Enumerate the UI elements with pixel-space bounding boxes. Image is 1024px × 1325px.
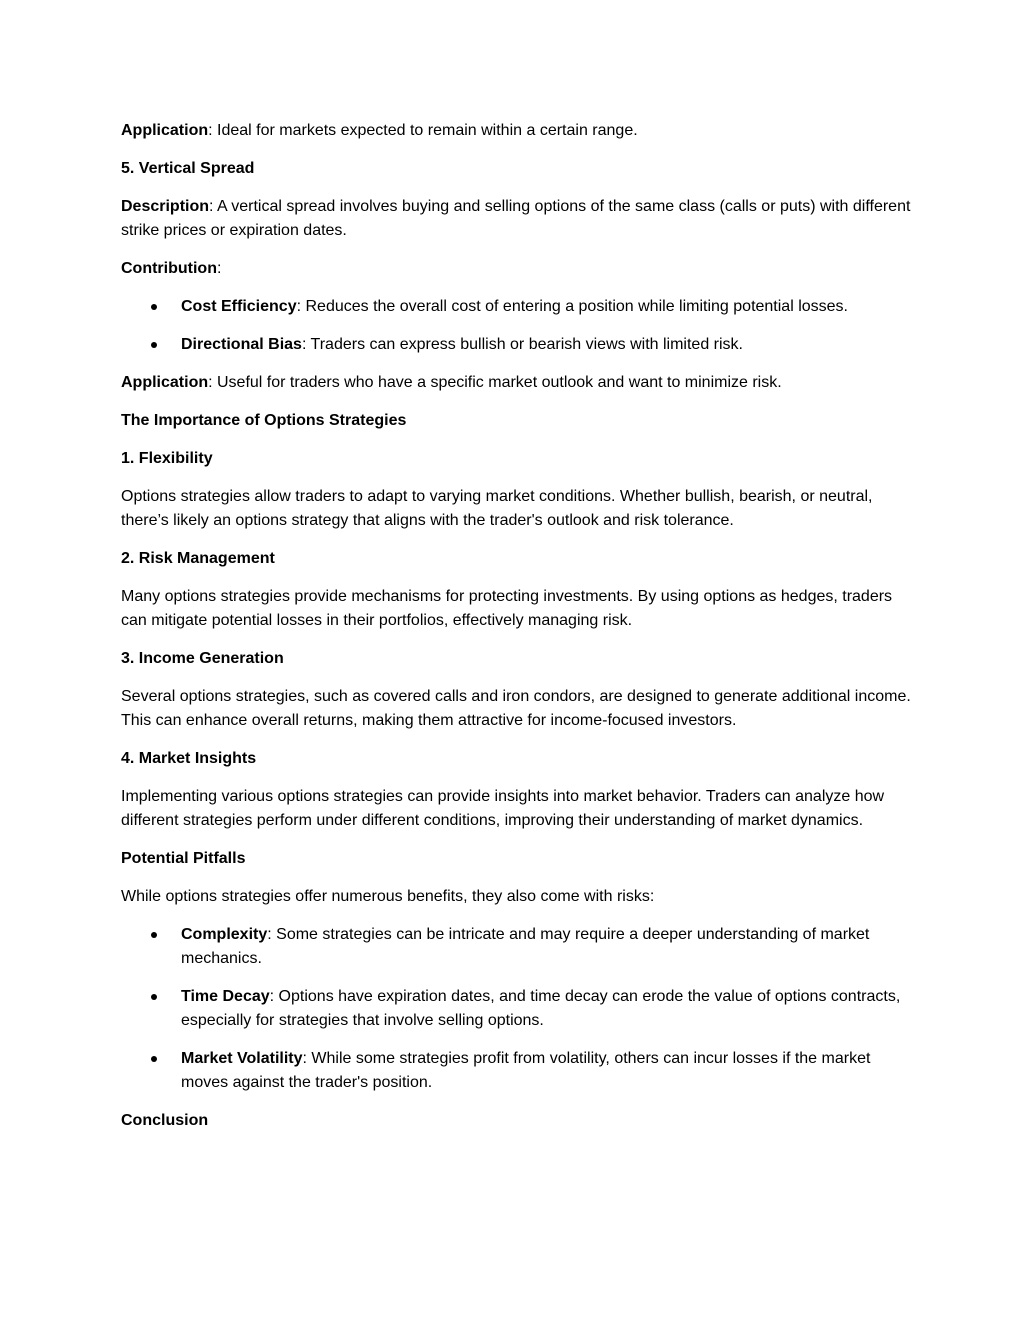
para-label: Contribution: [121, 260, 217, 277]
heading-vertical-spread: 5. Vertical Spread: [121, 160, 255, 177]
para-label: Description: [121, 198, 210, 215]
heading-market-insights: 4. Market Insights: [121, 750, 257, 767]
bullet-icon: [151, 304, 157, 310]
heading-potential-pitfalls: Potential Pitfalls: [121, 850, 246, 867]
heading-risk-management: 2. Risk Management: [121, 550, 275, 567]
pitfalls-list: [121, 923, 911, 1095]
list-item-label: Cost Efficiency: [181, 298, 297, 315]
list-item-text: : While some strategies profit from volatility, others can incur losses if the market moves against the trader's position.: [181, 1050, 871, 1091]
heading-importance: The Importance of Options Strategies: [121, 412, 407, 429]
para-text: : A vertical spread involves buying and selling options of the same class (calls or puts) with different strike prices or expiration dates.: [121, 198, 911, 239]
para-label: Application: [121, 122, 209, 139]
bullet-icon: [151, 994, 157, 1000]
application-vertical-prev: [121, 119, 911, 143]
para-flexibility: Options strategies allow traders to adapt to varying market conditions. Whether bullish, bearish, or neutral, there’s likely an options strategy that aligns with the trader's outlook and risk tolerance.: [121, 488, 873, 529]
heading-conclusion: Conclusion: [121, 1112, 209, 1129]
list-item-text: : Options have expiration dates, and time decay can erode the value of options contracts, especially for strategies that involve selling options.: [181, 988, 901, 1029]
para-text: : Useful for traders who have a specific market outlook and want to minimize risk.: [208, 374, 782, 391]
bullet-icon: [151, 1056, 157, 1062]
list-item: [121, 923, 911, 971]
list-item-label: Directional Bias: [181, 336, 302, 353]
list-item-text: : Some strategies can be intricate and may require a deeper understanding of market mechanics.: [181, 926, 870, 967]
para-risk-management: Many options strategies provide mechanisms for protecting investments. By using options as hedges, traders can mitigate potential losses in their portfolios, effectively managing risk.: [121, 588, 893, 629]
para-income-generation: Several options strategies, such as covered calls and iron condors, are designed to generate additional income. This can enhance overall returns, making them attractive for income-focused investors.: [121, 688, 911, 729]
heading-income-generation: 3. Income Generation: [121, 650, 284, 667]
application-vertical-spread: [121, 371, 911, 395]
list-item-label: Market Volatility: [181, 1050, 303, 1067]
contribution-vertical-spread: [121, 257, 911, 281]
list-item: [121, 333, 911, 357]
list-item-text: : Reduces the overall cost of entering a position while limiting potential losses.: [296, 298, 848, 315]
document-page: [121, 119, 911, 1147]
bullet-icon: [151, 932, 157, 938]
list-item-label: Time Decay: [181, 988, 270, 1005]
bullet-icon: [151, 342, 157, 348]
list-item-label: Complexity: [181, 926, 268, 943]
description-vertical-spread: [121, 195, 911, 243]
para-label: Application: [121, 374, 209, 391]
list-item: [121, 1047, 911, 1095]
list-item-text: : Traders can express bullish or bearish views with limited risk.: [301, 336, 743, 353]
contribution-list: [121, 295, 911, 357]
heading-flexibility: 1. Flexibility: [121, 450, 213, 467]
list-item: [121, 985, 911, 1033]
list-item: [121, 295, 911, 319]
para-pitfalls-intro: While options strategies offer numerous benefits, they also come with risks:: [121, 888, 655, 905]
para-text: : Ideal for markets expected to remain within a certain range.: [208, 122, 638, 139]
para-text: :: [216, 260, 222, 277]
para-market-insights: Implementing various options strategies can provide insights into market behavior. Traders can analyze how different strategies perform under different conditions, improving their understanding of market dynamics.: [121, 788, 885, 829]
